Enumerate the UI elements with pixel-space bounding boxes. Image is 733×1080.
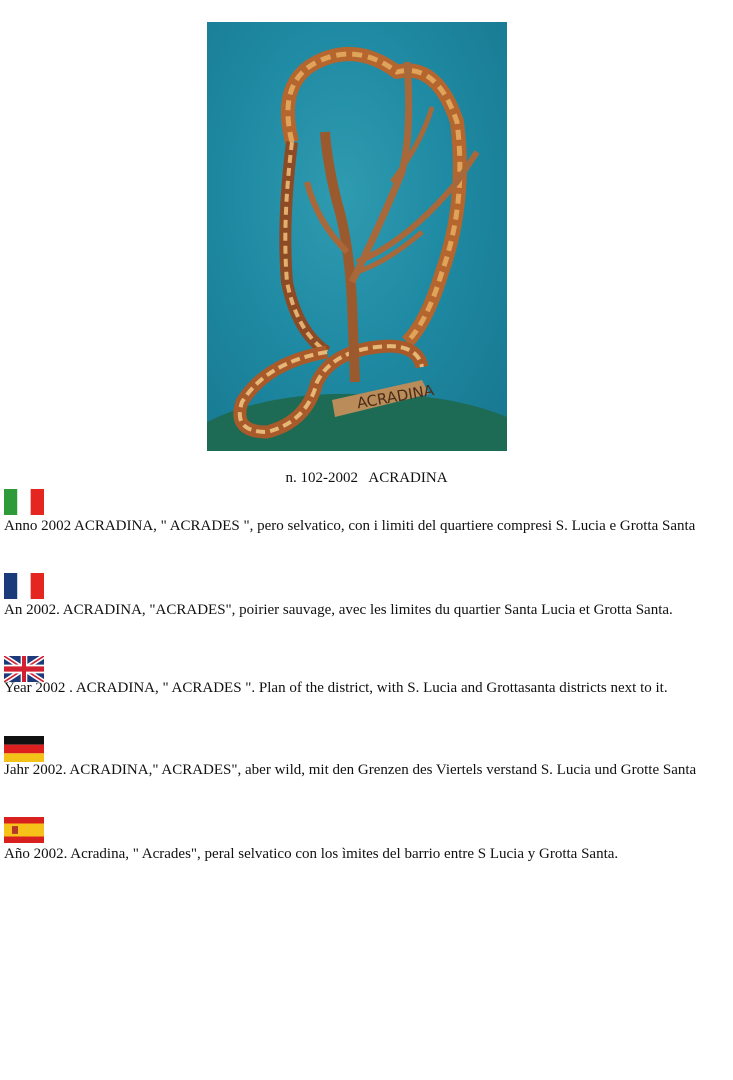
sculpture-illustration bbox=[207, 22, 507, 451]
entry-german: Jahr 2002. ACRADINA," ACRADES", aber wild, mit den Grenzen des Viertels verstand S. Lucia und Grotte Santa bbox=[4, 762, 697, 778]
france-flag-icon bbox=[4, 573, 44, 599]
spain-flag-icon bbox=[4, 817, 44, 843]
artwork-caption: n. 102-2002 ACRADINA bbox=[285, 470, 448, 486]
entry-spanish: Año 2002. Acradina, " Acrades", peral selvatico con los ìmites del barrio entre S Lucia y Grotta Santa. bbox=[4, 846, 619, 862]
entry-english: Year 2002 . ACRADINA, " ACRADES ". Plan of the district, with S. Lucia and Grottasanta districts next to it. bbox=[4, 680, 668, 696]
entry-italian: Anno 2002 ACRADINA, " ACRADES ", pero selvatico, con i limiti del quartiere compresi S. Lucia e Grotta Santa bbox=[4, 518, 696, 534]
italy-flag-icon bbox=[4, 489, 44, 515]
sculpture-photo bbox=[207, 22, 507, 451]
sculpture-base-text: ACRADINA bbox=[355, 381, 436, 413]
germany-flag-icon bbox=[4, 736, 44, 762]
entry-french: An 2002. ACRADINA, "ACRADES", poirier sauvage, avec les limites du quartier Santa Lucia et Grotta Santa. bbox=[4, 602, 673, 618]
